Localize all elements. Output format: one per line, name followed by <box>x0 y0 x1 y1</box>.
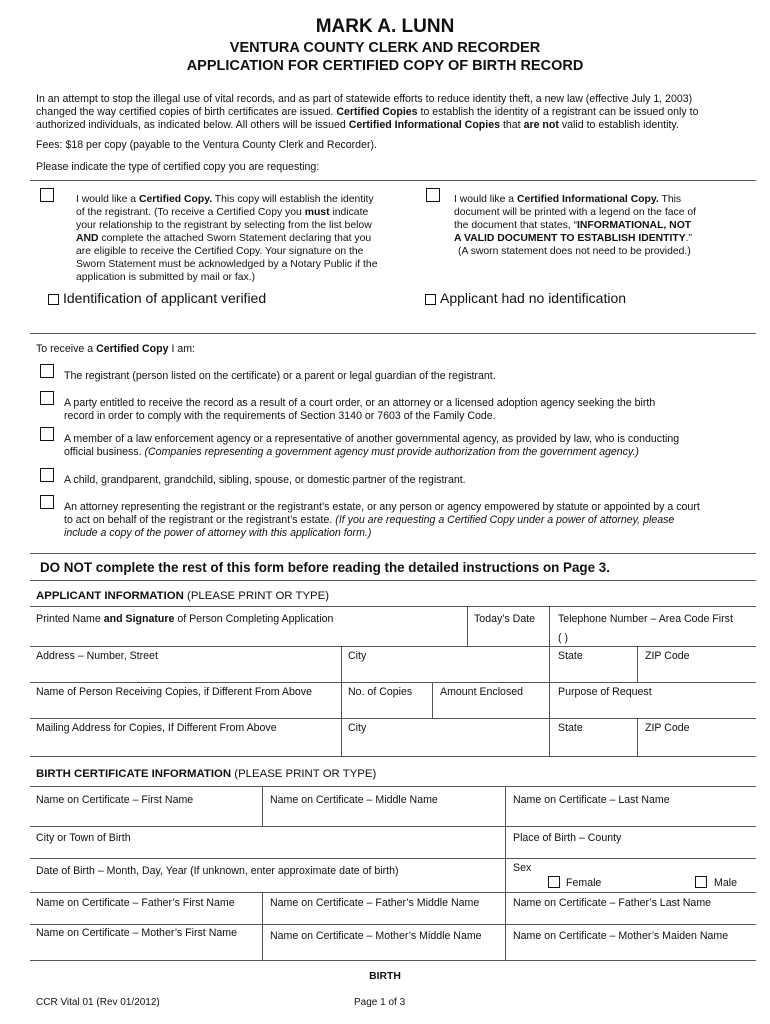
relationship-court-order-label: A party entitled to receive the record as a result of a court order, or an attorney or a licensed adoption agency seeking the birth record in order to comply with the requirements of Section 3140 or 7603 of the Family Code. <box>64 397 656 423</box>
city-field[interactable]: City <box>348 650 367 662</box>
intro-line-3: authorized individuals, as indicated below. All others will be issued Certified Informational Copies that are not valid to establish identity. <box>36 119 679 132</box>
applicant-section-title: APPLICANT INFORMATION (PLEASE PRINT OR TYPE) <box>36 590 330 602</box>
mother-maiden-name-field[interactable]: Name on Certificate – Mother’s Maiden Name <box>513 930 729 942</box>
fees-text: Fees: $18 per copy (payable to the Ventura County Clerk and Recorder). <box>36 139 377 151</box>
female-label: Female <box>566 877 602 889</box>
no-id-checkbox[interactable] <box>425 294 436 305</box>
page-number-label: Page 1 of 3 <box>354 997 406 1008</box>
birth-middle-name-field[interactable]: Name on Certificate – Middle Name <box>270 794 438 806</box>
id-verified-checkbox[interactable] <box>48 294 59 305</box>
birth-last-name-field[interactable]: Name on Certificate – Last Name <box>513 794 670 806</box>
instructions-notice: DO NOT complete the rest of this form before reading the detailed instructions on Page 3. <box>40 560 610 575</box>
amount-enclosed-field[interactable]: Amount Enclosed <box>440 686 524 698</box>
phone-area-code: ( ) <box>558 632 568 644</box>
address-field[interactable]: Address – Number, Street <box>36 650 158 662</box>
date-of-birth-field[interactable]: Date of Birth – Month, Day, Year (If unknown, enter approximate date of birth) <box>36 865 399 877</box>
relationship-law-enforcement-label: A member of a law enforcement agency or a representative of another governmental agency, as provided by law, who is conducting official business. (Companies representing a government agency must provide authorization from the government agency.) <box>64 433 680 459</box>
telephone-field[interactable]: Telephone Number – Area Code First <box>558 613 733 625</box>
intro-line-1: In an attempt to stop the illegal use of vital records, and as part of statewide efforts to reduce identity theft, a new law (effective July 1, 2003) <box>36 93 693 105</box>
relationship-law-enforcement-checkbox[interactable] <box>40 427 54 441</box>
num-copies-field[interactable]: No. of Copies <box>348 686 413 698</box>
relationship-family-label: A child, grandparent, grandchild, sibling, spouse, or domestic partner of the registrant. <box>64 474 466 486</box>
certified-copy-checkbox[interactable] <box>40 188 54 202</box>
informational-copy-checkbox[interactable] <box>426 188 440 202</box>
zip-field[interactable]: ZIP Code <box>645 650 690 662</box>
form-title: APPLICATION FOR CERTIFIED COPY OF BIRTH RECORD <box>186 58 584 74</box>
birth-info-section-title: BIRTH CERTIFICATE INFORMATION (PLEASE PRINT OR TYPE) <box>36 768 377 780</box>
county-of-birth-field[interactable]: Place of Birth – County <box>513 832 622 844</box>
mother-first-name-field[interactable]: Name on Certificate – Mother’s First Name <box>36 927 237 939</box>
mailing-city-field[interactable]: City <box>348 722 367 734</box>
relationship-attorney-checkbox[interactable] <box>40 495 54 509</box>
receiver-name-field[interactable]: Name of Person Receiving Copies, if Different From Above <box>36 686 312 698</box>
informational-copy-description: I would like a Certified Informational Copy. This document will be printed with a legend on the face of the document that states, “INFORMATIONAL, NOT A VALID DOCUMENT TO ESTABLISH IDENTITY.” (A sworn statement does not need to be provided.) <box>454 194 697 257</box>
relationship-registrant-checkbox[interactable] <box>40 364 54 378</box>
male-label: Male <box>714 877 737 889</box>
certified-copy-description: I would like a Certified Copy. This copy will establish the identity of the registrant. (To receive a Certified Copy you must indicate your relationship to the registrant by selecting from the list below AND complete the attached Sworn Statement declaring that you are eligible to receive the Certified Copy. Your signature on the Sworn Statement must be acknowledged by a Notary Public if the application is submitted by mail or fax.) <box>76 194 378 283</box>
indicate-type-text: Please indicate the type of certified copy you are requesting: <box>36 161 320 173</box>
mailing-zip-field[interactable]: ZIP Code <box>645 722 690 734</box>
birth-first-name-field[interactable]: Name on Certificate – First Name <box>36 794 194 806</box>
id-verified-label: Identification of applicant verified <box>63 290 267 306</box>
mailing-state-field[interactable]: State <box>558 722 583 734</box>
relationship-intro: To receive a Certified Copy I am: <box>36 343 195 355</box>
mother-middle-name-field[interactable]: Name on Certificate – Mother’s Middle Name <box>270 930 482 942</box>
intro-paragraph <box>36 93 756 133</box>
todays-date-field[interactable]: Today’s Date <box>474 613 536 625</box>
state-field[interactable]: State <box>558 650 583 662</box>
form-id-label: CCR Vital 01 (Rev 01/2012) <box>36 997 160 1008</box>
relationship-attorney-label: An attorney representing the registrant or the registrant’s estate, or any person or agency empowered by statute or appointed by a court to act on behalf of the registrant or the registrant’s estate. (If you are requesting a Certified Copy under a power of attorney, please include a copy of the power of attorney with this application form.) <box>64 501 700 540</box>
father-middle-name-field[interactable]: Name on Certificate – Father’s Middle Name <box>270 897 480 909</box>
father-last-name-field[interactable]: Name on Certificate – Father’s Last Name <box>513 897 712 909</box>
city-of-birth-field[interactable]: City or Town of Birth <box>36 832 131 844</box>
printed-name-field[interactable]: Printed Name and Signature of Person Completing Application <box>36 613 334 625</box>
sex-label: Sex <box>513 862 532 874</box>
mailing-address-field[interactable]: Mailing Address for Copies, If Different From Above <box>36 722 277 734</box>
relationship-registrant-label: The registrant (person listed on the certificate) or a parent or legal guardian of the registrant. <box>64 370 496 382</box>
birth-footer-label: BIRTH <box>369 971 401 982</box>
clerk-name-heading: MARK A. LUNN <box>315 16 455 37</box>
relationship-family-checkbox[interactable] <box>40 468 54 482</box>
female-checkbox[interactable] <box>548 876 560 888</box>
no-id-label: Applicant had no identification <box>440 290 627 306</box>
office-heading: VENTURA COUNTY CLERK AND RECORDER <box>229 40 541 56</box>
purpose-field[interactable]: Purpose of Request <box>558 686 652 698</box>
relationship-court-order-checkbox[interactable] <box>40 391 54 405</box>
male-checkbox[interactable] <box>695 876 707 888</box>
intro-line-2: changed the way certified copies of birth certificates are issued. Certified Copies to establish the identity of a registrant can be issued only to <box>36 106 699 119</box>
father-first-name-field[interactable]: Name on Certificate – Father’s First Name <box>36 897 235 909</box>
